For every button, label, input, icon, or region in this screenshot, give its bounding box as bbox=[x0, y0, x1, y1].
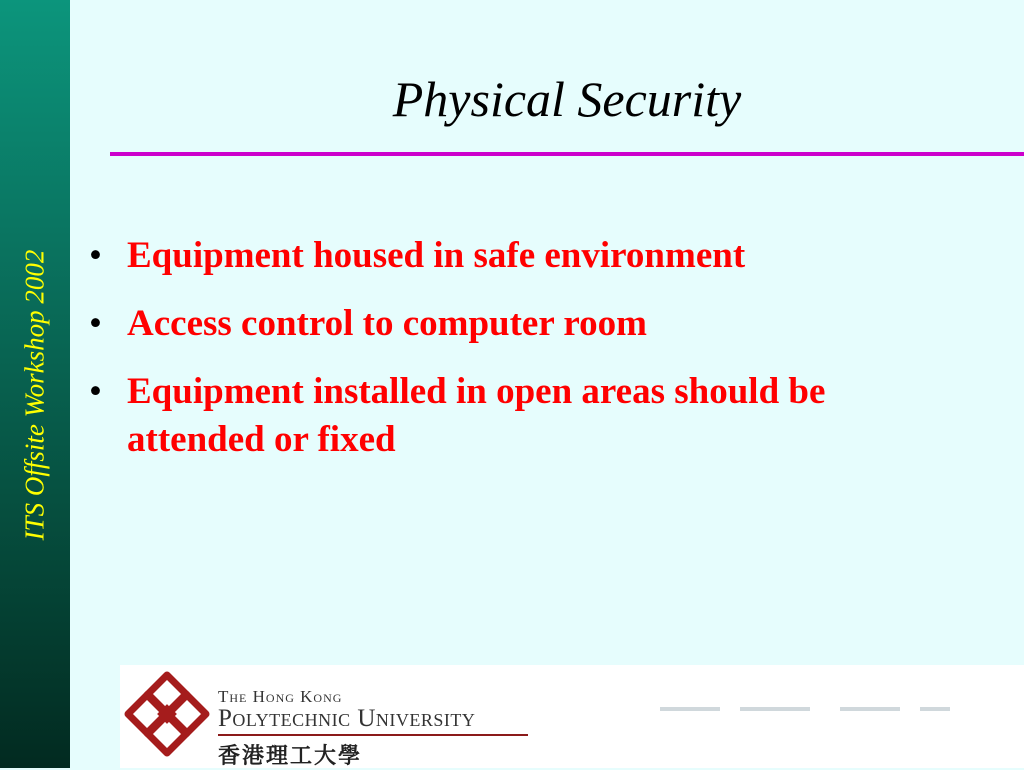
bullet-item bbox=[85, 368, 965, 464]
slide-title: Physical Security bbox=[392, 71, 742, 127]
university-name-chinese: 香港理工大學 bbox=[218, 744, 363, 769]
university-name-line1: The Hong Kong bbox=[218, 687, 343, 706]
university-footer bbox=[120, 665, 1024, 768]
bullet-text: Equipment installed in open areas should be attended or fixed bbox=[127, 371, 826, 460]
bullet-list bbox=[85, 232, 965, 484]
university-name-underline bbox=[218, 734, 528, 736]
sidebar-band bbox=[0, 0, 70, 768]
university-logo-icon bbox=[122, 669, 212, 759]
faded-banner-graphic bbox=[660, 705, 960, 713]
title-divider bbox=[110, 152, 1024, 156]
sidebar-caption: ITS Offsite Workshop 2002 bbox=[19, 249, 50, 541]
bullet-text: Equipment housed in safe environment bbox=[127, 235, 746, 276]
bullet-marker: • bbox=[89, 303, 102, 344]
bullet-marker: • bbox=[89, 371, 102, 412]
bullet-item bbox=[85, 232, 965, 280]
bullet-marker: • bbox=[89, 235, 102, 276]
university-name-line2: Polytechnic University bbox=[218, 705, 476, 732]
bullet-item bbox=[85, 300, 965, 348]
bullet-text: Access control to computer room bbox=[127, 303, 647, 344]
